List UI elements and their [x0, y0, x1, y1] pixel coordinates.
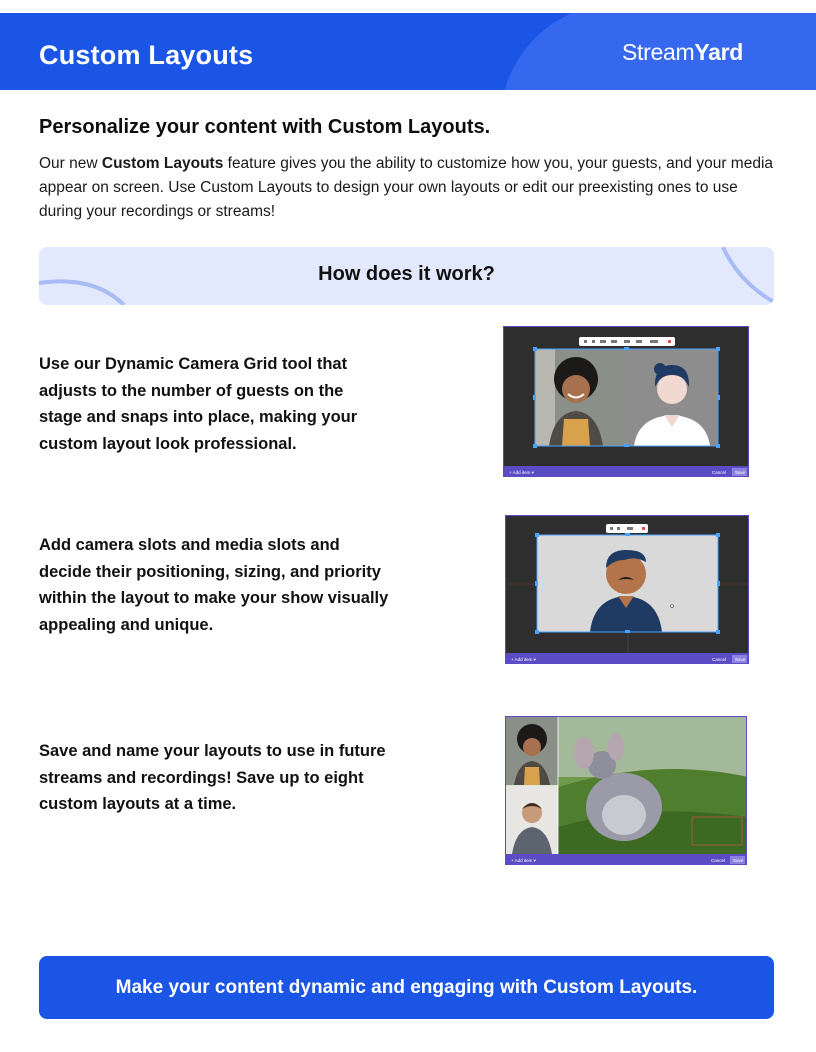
screenshot-saved-layout	[505, 716, 747, 865]
streamyard-logo	[622, 39, 743, 66]
header-banner	[0, 13, 816, 90]
editor-cancel-label-1: Cancel	[712, 470, 727, 475]
intro-text-after: feature gives you the ability to customize how you, your guests, and your media appear on screen. Use Custom Layouts to design your own layouts or edit our preexisting ones to use during your recordings or streams!	[39, 155, 774, 220]
editor-add-item-label-2: + Add item ▾	[511, 657, 536, 662]
editor-cancel-label-2: Cancel	[712, 657, 727, 662]
logo-text-bold: Yard	[694, 39, 744, 65]
editor-add-item-label-3: + Add item ▾	[511, 858, 536, 863]
logo-text-light: Stream	[622, 39, 695, 65]
cta-banner: Make your content dynamic and engaging with Custom Layouts.	[39, 956, 774, 1019]
editor-save-label-2: Save	[735, 657, 746, 662]
screenshot-camera-slots	[505, 515, 749, 664]
editor-save-label-1: Save	[735, 470, 746, 475]
editor-cancel-label-3: Cancel	[711, 858, 726, 863]
feature-text-2: Add camera slots and media slots and decide their positioning, sizing, and priority within the layout to make your show visually appealing and unique.	[39, 536, 389, 634]
feature-text-1: Use our Dynamic Camera Grid tool that adjusts to the number of guests on the stage and snaps into place, making your custom layout look professional.	[39, 355, 358, 453]
intro-text-bold: Custom Layouts	[101, 155, 224, 172]
intro-paragraph	[39, 152, 779, 224]
intro-text-before: Our new	[39, 155, 102, 172]
editor-add-item-label-1: + Add item ▾	[509, 470, 534, 475]
how-it-works-box	[39, 247, 774, 305]
how-it-works-heading: How does it work?	[318, 263, 495, 285]
page-title: Custom Layouts	[39, 40, 254, 70]
feature-text-3: Save and name your layouts to use in future streams and recordings! Save up to eight custom layouts at a time.	[39, 742, 386, 813]
intro-heading: Personalize your content with Custom Layouts.	[39, 116, 491, 138]
screenshot-camera-grid	[503, 326, 749, 477]
editor-save-label-3: Save	[733, 858, 744, 863]
